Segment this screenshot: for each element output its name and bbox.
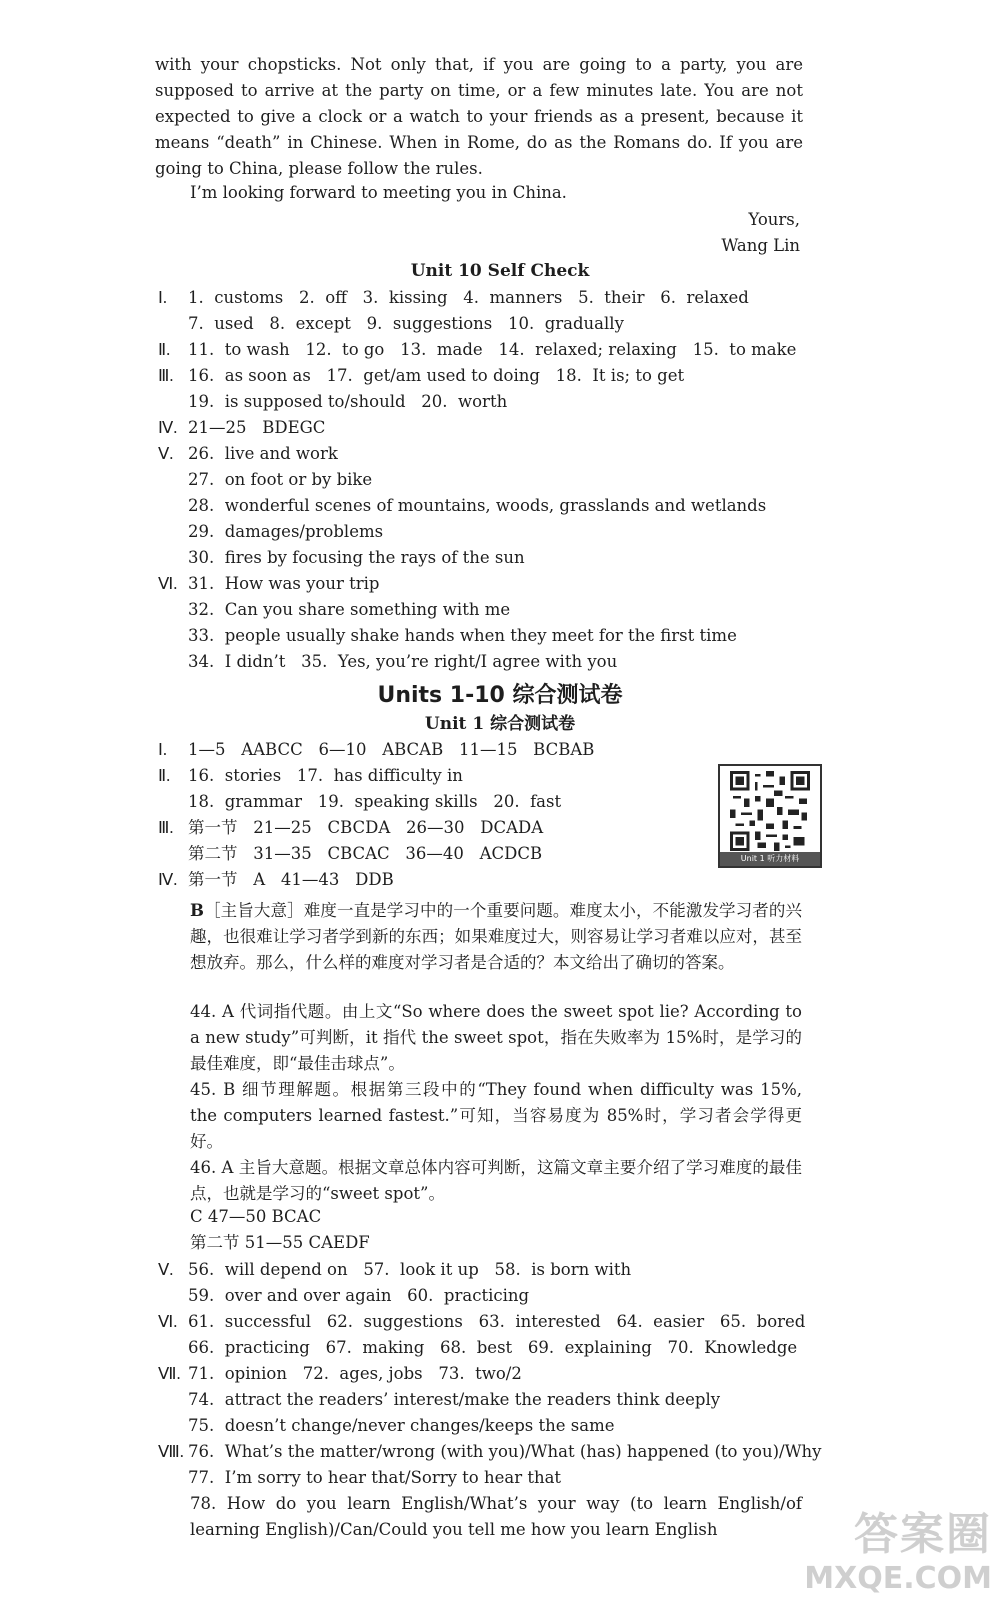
letter-closing-paragraph: I’m looking forward to meeting you in China. — [190, 183, 567, 202]
passage-b-text: ［主旨大意］难度一直是学习中的一个重要问题。难度太小，不能激发学习者的兴趣，也很难让学习者学到新的东西；如果难度过大，则容易让学习者难以应对，甚至想放弃。那么，什么样的难度对学习者是合适的？本文给出了确切的答案。 — [190, 901, 802, 972]
test-main-title: Units 1-10 综合测试卷 — [377, 683, 623, 708]
answer-line: 66. practicing 67. making 68. best 69. explaining 70. Knowledge — [188, 1338, 798, 1357]
section-two-answers: 第二节 51—55 CAEDF — [190, 1233, 370, 1252]
answer-line: 77. I’m sorry to hear that/Sorry to hear that — [188, 1468, 562, 1487]
letter-signature: Wang Lin — [721, 236, 800, 255]
answer-line: 74. attract the readers’ interest/make the readers think deeply — [188, 1390, 721, 1409]
answer-line: 27. on foot or by bike — [188, 470, 373, 489]
section-roman-numeral: Ⅳ. — [158, 418, 178, 437]
section-roman-numeral: Ⅶ. — [158, 1364, 181, 1383]
answer-line: 30. fires by focusing the rays of the sun — [188, 548, 525, 567]
answer-line: 1. customs 2. off 3. kissing 4. manners 5. their 6. relaxed — [188, 288, 749, 307]
answer-line: 75. doesn’t change/never changes/keeps the same — [188, 1416, 615, 1435]
passage-b-summary — [190, 898, 802, 976]
answer-46: 46. A 主旨大意题。根据文章总体内容可判断，这篇文章主要介绍了学习难度的最佳点，也就是学习的“sweet spot”。 — [190, 1158, 802, 1203]
section-roman-numeral: Ⅲ. — [158, 818, 174, 837]
self-check-title: Unit 10 Self Check — [410, 261, 590, 281]
answer-line: 21—25 BDEGC — [188, 418, 326, 437]
qr-caption: Unit 1 听力材料 — [720, 852, 820, 866]
watermark-brand: 答案圈 — [854, 1509, 992, 1560]
answer-line: 第一节 A 41—43 DDB — [188, 870, 394, 889]
answer-line: 16. as soon as 17. get/am used to doing 18. It is; to get — [188, 366, 685, 385]
section-roman-numeral: Ⅱ. — [158, 340, 171, 359]
answer-line: 76. What’s the matter/wrong (with you)/What (has) happened (to you)/Why — [188, 1442, 822, 1461]
section-roman-numeral: Ⅲ. — [158, 366, 174, 385]
answer-line: 59. over and over again 60. practicing — [188, 1286, 530, 1305]
answer-line: 第二节 31—35 CBCAC 36—40 ACDCB — [188, 844, 543, 863]
section-roman-numeral: Ⅵ. — [158, 574, 178, 593]
answer-line: 11. to wash 12. to go 13. made 14. relaxed; relaxing 15. to make — [188, 340, 797, 359]
passage-b-label: B — [190, 901, 204, 920]
section-roman-numeral: Ⅴ. — [158, 1260, 174, 1279]
answer-line: 26. live and work — [188, 444, 338, 463]
test-sub-title: Unit 1 综合测试卷 — [424, 714, 576, 734]
answer-line: 18. grammar 19. speaking skills 20. fast — [188, 792, 562, 811]
answer-line: 第一节 21—25 CBCDA 26—30 DCADA — [188, 818, 544, 837]
section-roman-numeral: Ⅰ. — [158, 740, 167, 759]
answer-line: 71. opinion 72. ages, jobs 73. two/2 — [188, 1364, 522, 1383]
section-roman-numeral: Ⅴ. — [158, 444, 174, 463]
section-roman-numeral: Ⅵ. — [158, 1312, 178, 1331]
section-roman-numeral: Ⅱ. — [158, 766, 171, 785]
answer-line: 56. will depend on 57. look it up 58. is born with — [188, 1260, 632, 1279]
section-roman-numeral: Ⅳ. — [158, 870, 178, 889]
answer-line: 7. used 8. except 9. suggestions 10. gradually — [188, 314, 624, 333]
section-roman-numeral: Ⅰ. — [158, 288, 167, 307]
answer-line: 33. people usually shake hands when they meet for the first time — [188, 626, 737, 645]
answer-line: 1—5 AABCC 6—10 ABCAB 11—15 BCBAB — [188, 740, 595, 759]
qr-code[interactable] — [718, 764, 822, 868]
answer-line: 16. stories 17. has difficulty in — [188, 766, 463, 785]
answer-line: 19. is supposed to/should 20. worth — [188, 392, 508, 411]
answer-line: 29. damages/problems — [188, 522, 384, 541]
answer-line: 34. I didn’t 35. Yes, you’re right/I agree with you — [188, 652, 618, 671]
answer-44: 44. A 代词指代题。由上文“So where does the sweet spot lie? According to a new study”可判断，it 指代 the sweet spot，指在失败率为 15%时，是学习的最佳难度，即“最佳击球点”。 — [190, 1002, 802, 1073]
passage-c-answers: C 47—50 BCAC — [190, 1207, 322, 1226]
answer-line: 31. How was your trip — [188, 574, 380, 593]
qr-pattern-icon — [725, 771, 815, 851]
section-roman-numeral: Ⅷ. — [158, 1442, 184, 1461]
answer-45: 45. B 细节理解题。根据第三段中的“They found when difficulty was 15%, the computers learned fastest.”可知，当容易度为 85%时，学习者会学得更好。 — [190, 1080, 802, 1151]
answer-line: 32. Can you share something with me — [188, 600, 511, 619]
answer-line: 28. wonderful scenes of mountains, woods, grasslands and wetlands — [188, 496, 767, 515]
answer-78: 78. How do you learn English/What’s your way (to learn English/of learning English)/Can/Could you tell me how you learn English — [190, 1494, 802, 1539]
watermark — [804, 1496, 998, 1598]
answer-line: 61. successful 62. suggestions 63. interested 64. easier 65. bored — [188, 1312, 806, 1331]
watermark-url: MXQE.COM — [804, 1561, 992, 1596]
letter-closing: Yours, — [748, 210, 800, 229]
letter-paragraph: with your chopsticks. Not only that, if you are going to a party, you are supposed to arrive at the party on time, or a few minutes late. You are not expected to give a clock or a watch to your friends as a present, because it means “death” in Chinese. When in Rome, do as the Romans do. If you are going to China, please follow the rules. — [155, 55, 803, 178]
